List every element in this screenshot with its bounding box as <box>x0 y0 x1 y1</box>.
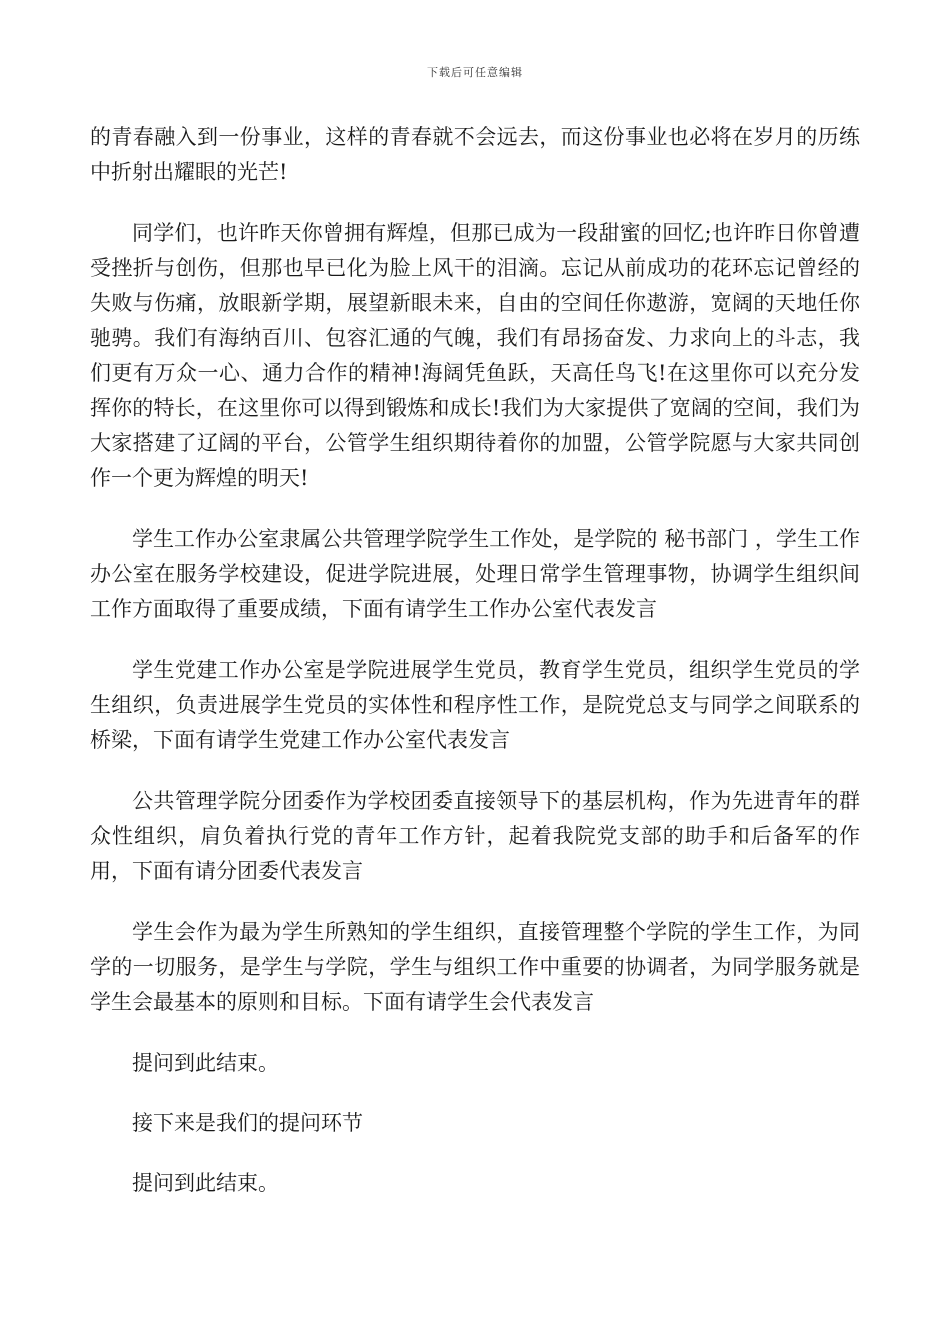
paragraph-1: 的青春融入到一份事业，这样的青春就不会远去，而这份事业也必将在岁月的历练中折射出耀眼的光芒! <box>90 125 860 184</box>
paragraph-7: 提问到此结束。 <box>132 1051 279 1075</box>
paragraph-2: 同学们，也许昨天你曾拥有辉煌，但那已成为一段甜蜜的回忆;也许昨日你曾遭受挫折与创伤，但那也早已化为脸上风干的泪滴。忘记从前成功的花环忘记曾经的失败与伤痛，放眼新学期，展望新眼未来，自由的空间任你遨游，宽阔的天地任你驰骋。我们有海纳百川、包容汇通的气魄，我们有昂扬奋发、力求向上的斗志，我们更有万众一心、通力合作的精神!海阔凭鱼跃，天高任鸟飞!在这里你可以充分发挥你的特长，在这里你可以得到锻炼和成长!我们为大家提供了宽阔的空间，我们为大家搭建了辽阔的平台，公管学生组织期待着你的加盟，公管学院愿与大家共同创作一个更为辉煌的明天! <box>90 221 860 490</box>
paragraph-6: 学生会作为最为学生所熟知的学生组织，直接管理整个学院的学生工作，为同学的一切服务，是学生与学院，学生与组织工作中重要的协调者，为同学服务就是学生会最基本的原则和目标。下面有请学生会代表发言 <box>90 920 860 1014</box>
page-header: 下载后可任意编辑 <box>427 66 523 79</box>
paragraph-3: 学生工作办公室隶属公共管理学院学生工作处，是学院的 秘书部门 ，学生工作办公室在服务学校建设，促进学院进展，处理日常学生管理事物，协调学生组织间工作方面取得了重要成绩，下面有请学生工作办公室代表发言 <box>90 527 860 621</box>
paragraph-5: 公共管理学院分团委作为学校团委直接领导下的基层机构，作为先进青年的群众性组织，肩负着执行党的青年工作方针，起着我院党支部的助手和后备军的作用，下面有请分团委代表发言 <box>90 789 860 883</box>
document-body <box>90 120 860 1226</box>
paragraph-4: 学生党建工作办公室是学院进展学生党员，教育学生党员，组织学生党员的学生组织，负责进展学生党员的实体性和程序性工作，是院党总支与同学之间联系的桥梁，下面有请学生党建工作办公室代表发言 <box>90 658 860 752</box>
paragraph-8: 接下来是我们的提问环节 <box>132 1111 363 1135</box>
paragraph-9: 提问到此结束。 <box>132 1171 279 1195</box>
